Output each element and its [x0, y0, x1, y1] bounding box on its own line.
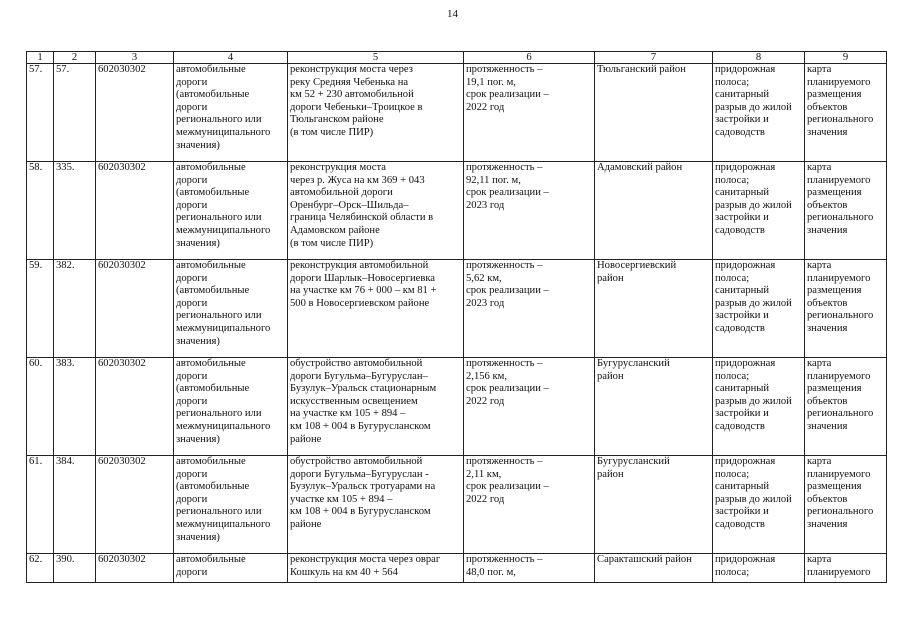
- cell-parameters: протяженность – 2,156 км, срок реализации – 2022 год: [464, 358, 595, 456]
- column-header: 3: [96, 52, 174, 64]
- cell-note: карта планируемого размещения объектов регионального значения: [805, 64, 887, 162]
- cell-note: карта планируемого размещения объектов регионального значения: [805, 456, 887, 554]
- column-header: 1: [27, 52, 54, 64]
- cell-zone: придорожная полоса; санитарный разрыв до жилой застройки и садоводств: [713, 260, 805, 358]
- table-row: [27, 456, 887, 554]
- cell-location: Адамовский район: [595, 162, 713, 260]
- cell-location: Бугурусланский район: [595, 456, 713, 554]
- column-header: 6: [464, 52, 595, 64]
- cell-row-number: 57.: [27, 64, 54, 162]
- cell-object-number: 390.: [54, 554, 96, 583]
- cell-parameters: протяженность – 5,62 км, срок реализации – 2023 год: [464, 260, 595, 358]
- cell-object-name: реконструкция автомобильной дороги Шарлык–Новосергиевка на участке км 76 + 000 – км 81 + 500 в Новосергиевском районе: [288, 260, 464, 358]
- cell-object-number: 383.: [54, 358, 96, 456]
- column-header: 8: [713, 52, 805, 64]
- column-header: 9: [805, 52, 887, 64]
- cell-object-name: реконструкция моста через р. Жуса на км 369 + 043 автомобильной дороги Оренбург–Орск–Шильда– граница Челябинской области в Адамовском районе (в том числе ПИР): [288, 162, 464, 260]
- cell-note: карта планируемого размещения объектов регионального значения: [805, 260, 887, 358]
- cell-object-number: 57.: [54, 64, 96, 162]
- cell-object-name: реконструкция моста через овраг Кошкуль на км 40 + 564: [288, 554, 464, 583]
- column-header: 5: [288, 52, 464, 64]
- cell-location: Тюльганский район: [595, 64, 713, 162]
- cell-parameters: протяженность – 19,1 пог. м, срок реализации – 2022 год: [464, 64, 595, 162]
- cell-row-number: 62.: [27, 554, 54, 583]
- cell-parameters: протяженность – 48,0 пог. м,: [464, 554, 595, 583]
- cell-zone: придорожная полоса; санитарный разрыв до жилой застройки и садоводств: [713, 64, 805, 162]
- cell-object-type: автомобильные дороги (автомобильные дороги регионального или межмуниципального значения): [174, 64, 288, 162]
- table-row: [27, 358, 887, 456]
- cell-object-name: обустройство автомобильной дороги Бугульма–Бугуруслан - Бузулук–Уральск тротуарами на участке км 105 + 894 – км 108 + 004 в Бугурусланском районе: [288, 456, 464, 554]
- cell-object-type: автомобильные дороги (автомобильные дороги регионального или межмуниципального значения): [174, 162, 288, 260]
- cell-code: 602030302: [96, 554, 174, 583]
- cell-code: 602030302: [96, 260, 174, 358]
- column-header: 4: [174, 52, 288, 64]
- cell-row-number: 61.: [27, 456, 54, 554]
- cell-parameters: протяженность – 92,11 пог. м, срок реализации – 2023 год: [464, 162, 595, 260]
- cell-zone: придорожная полоса; санитарный разрыв до жилой застройки и садоводств: [713, 358, 805, 456]
- cell-zone: придорожная полоса; санитарный разрыв до жилой застройки и садоводств: [713, 162, 805, 260]
- cell-object-type: автомобильные дороги (автомобильные дороги регионального или межмуниципального значения): [174, 260, 288, 358]
- cell-row-number: 58.: [27, 162, 54, 260]
- cell-object-number: 335.: [54, 162, 96, 260]
- table-row: [27, 260, 887, 358]
- cell-location: Саракташский район: [595, 554, 713, 583]
- cell-object-name: реконструкция моста через реку Средняя Чебенька на км 52 + 230 автомобильной дороги Чебеньки–Троицкое в Тюльганском районе (в том числе ПИР): [288, 64, 464, 162]
- page-number: 14: [447, 8, 458, 20]
- column-header: 2: [54, 52, 96, 64]
- cell-object-type: автомобильные дороги (автомобильные дороги регионального или межмуниципального значения): [174, 456, 288, 554]
- cell-object-name: обустройство автомобильной дороги Бугульма–Бугуруслан– Бузулук–Уральск стационарным искусственным освещением на участке км 105 + 894 – км 108 + 004 в Бугурусланском районе: [288, 358, 464, 456]
- cell-object-type: автомобильные дороги: [174, 554, 288, 583]
- cell-row-number: 60.: [27, 358, 54, 456]
- cell-code: 602030302: [96, 162, 174, 260]
- cell-note: карта планируемого размещения объектов регионального значения: [805, 358, 887, 456]
- table-row: [27, 64, 887, 162]
- cell-location: Бугурусланский район: [595, 358, 713, 456]
- table-row: [27, 554, 887, 583]
- table-body: [27, 64, 887, 583]
- table-row: [27, 162, 887, 260]
- cell-zone: придорожная полоса;: [713, 554, 805, 583]
- cell-object-number: 382.: [54, 260, 96, 358]
- table-header-row: [27, 52, 887, 64]
- cell-code: 602030302: [96, 358, 174, 456]
- cell-note: карта планируемого размещения объектов регионального значения: [805, 162, 887, 260]
- cell-location: Новосергиевский район: [595, 260, 713, 358]
- cell-row-number: 59.: [27, 260, 54, 358]
- cell-object-number: 384.: [54, 456, 96, 554]
- cell-parameters: протяженность – 2,11 км, срок реализации – 2022 год: [464, 456, 595, 554]
- cell-code: 602030302: [96, 64, 174, 162]
- cell-zone: придорожная полоса; санитарный разрыв до жилой застройки и садоводств: [713, 456, 805, 554]
- cell-object-type: автомобильные дороги (автомобильные дороги регионального или межмуниципального значения): [174, 358, 288, 456]
- cell-code: 602030302: [96, 456, 174, 554]
- cell-note: карта планируемого: [805, 554, 887, 583]
- objects-table: [26, 51, 887, 583]
- column-header: 7: [595, 52, 713, 64]
